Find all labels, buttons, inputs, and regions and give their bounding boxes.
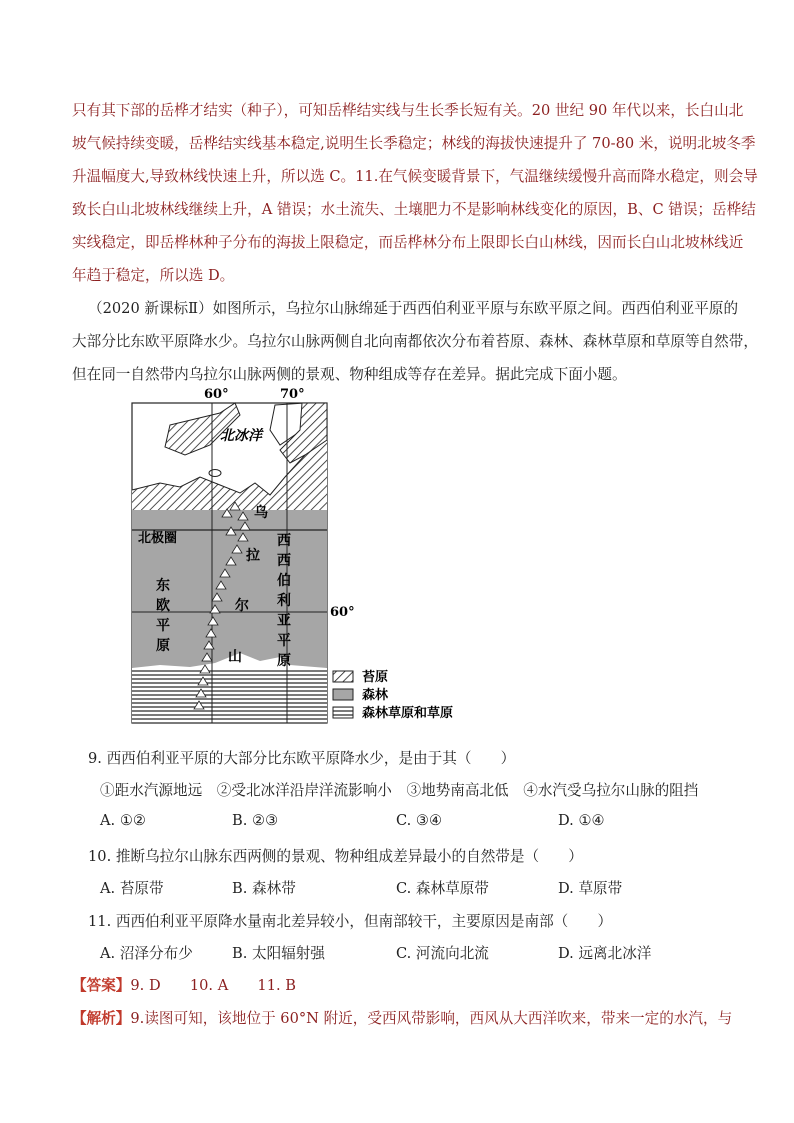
text-line: 升温幅度大,导致林线快速上升，所以选 C。11.在气候变暖背景下，气温继续缓慢升高而降水稳定，则会导 — [72, 168, 758, 185]
legend-forest-label: 森林 — [362, 688, 389, 703]
answer-line — [72, 974, 296, 995]
svg-text:平: 平 — [277, 633, 291, 649]
svg-text:原: 原 — [156, 638, 170, 654]
text-line: 大部分比东欧平原降水少。乌拉尔山脉两侧自北向南都依次分布着苔原、森林、森林草原和草原等自然带， — [72, 333, 758, 350]
ural-map — [130, 385, 490, 730]
lon-70-label: 70° — [280, 387, 305, 402]
answer-tag: 【答案】 — [72, 977, 131, 994]
svg-text:原: 原 — [277, 653, 291, 669]
question-intro-paragraph — [72, 292, 758, 391]
map-legend — [333, 669, 453, 721]
option-a[interactable]: A. 苔原带 — [100, 880, 164, 897]
ural-map-figure — [130, 385, 490, 730]
arctic-circle-label: 北极圈 — [138, 531, 178, 546]
question-9-stem: 9. 西西伯利亚平原的大部分比东欧平原降水少，是由于其（ ） — [88, 750, 516, 767]
text-line: 年趋于稳定，所以选 D。 — [72, 267, 235, 284]
text-line: 但在同一自然带内乌拉尔山脉两侧的景观、物种组成等存在差异。据此完成下面小题。 — [72, 366, 627, 383]
svg-text:西: 西 — [277, 533, 291, 549]
legend-tundra-swatch — [333, 671, 353, 682]
analysis-line — [72, 1007, 732, 1028]
svg-text:东: 东 — [156, 578, 170, 594]
svg-text:山: 山 — [228, 649, 242, 665]
lat-60-label: 60° — [330, 605, 355, 620]
arctic-ocean-label: 北冰洋 — [220, 428, 262, 444]
option-d[interactable]: D. 草原带 — [558, 880, 623, 897]
svg-text:尔: 尔 — [235, 598, 249, 614]
text-line: 坡气候持续变暖，岳桦结实线基本稳定,说明生长季稳定；林线的海拔快速提升了 70-80 米，说明北坡冬季 — [72, 135, 756, 152]
prior-analysis-paragraph — [72, 94, 758, 292]
legend-tundra-label: 苔原 — [362, 670, 389, 685]
small-island — [209, 470, 221, 477]
text-line: 只有其下部的岳桦才结实（种子），可知岳桦结实线与生长季长短有关。20 世纪 90 年代以来，长白山北 — [72, 102, 744, 119]
legend-steppe-label: 森林草原和草原 — [362, 706, 454, 721]
analysis-text: 9.读图可知，该地位于 60°N 附近，受西风带影响，西风从大西洋吹来，带来一定的水汽，与 — [130, 1010, 733, 1027]
text-line: 致长白山北坡林线继续上升，A 错误；水土流失、土壤肥力不是影响林线变化的原因，B、C 错误；岳桦结 — [72, 201, 756, 218]
option-c[interactable]: C. ③④ — [396, 812, 443, 829]
legend-forest-swatch — [333, 689, 353, 700]
option-a[interactable]: A. 沼泽分布少 — [100, 945, 193, 962]
svg-text:拉: 拉 — [246, 548, 260, 564]
legend-steppe-swatch — [333, 707, 353, 718]
option-b[interactable]: B. 太阳辐射强 — [232, 945, 325, 962]
option-c[interactable]: C. 河流向北流 — [396, 945, 489, 962]
west-siberia-label — [277, 533, 291, 669]
lon-60-label: 60° — [204, 387, 229, 402]
svg-text:欧: 欧 — [156, 598, 170, 614]
analysis-tag: 【解析】 — [72, 1010, 131, 1027]
svg-text:利: 利 — [277, 593, 291, 609]
svg-text:平: 平 — [156, 618, 170, 634]
steppe-zone — [132, 668, 327, 723]
svg-text:亚: 亚 — [277, 613, 291, 629]
option-d[interactable]: D. ①④ — [558, 812, 605, 829]
text-line: 实线稳定，即岳桦林种子分布的海拔上限稳定，而岳桦林分布上限即长白山林线，因而长白山北坡林线近 — [72, 234, 744, 251]
question-11-stem: 11. 西西伯利亚平原降水量南北差异较小，但南部较干，主要原因是南部（ ） — [88, 913, 613, 930]
svg-text:伯: 伯 — [277, 573, 291, 589]
option-d[interactable]: D. 远离北冰洋 — [558, 945, 652, 962]
text-line: （2020 新课标Ⅱ）如图所示，乌拉尔山脉绵延于西西伯利亚平原与东欧平原之间。西西伯利亚平原的 — [88, 300, 739, 317]
option-a[interactable]: A. ①② — [100, 812, 146, 829]
svg-text:乌: 乌 — [254, 505, 268, 521]
option-b[interactable]: B. ②③ — [232, 812, 279, 829]
question-9-statements: ①距水汽源地远 ②受北冰洋沿岸洋流影响小 ③地势南高北低 ④水汽受乌拉尔山脉的阻挡 — [100, 782, 699, 799]
question-10-stem: 10. 推断乌拉尔山脉东西两侧的景观、物种组成差异最小的自然带是（ ） — [88, 848, 583, 865]
svg-text:西: 西 — [277, 553, 291, 569]
option-b[interactable]: B. 森林带 — [232, 880, 296, 897]
answer-text: 9. D 10. A 11. B — [130, 977, 296, 994]
option-c[interactable]: C. 森林草原带 — [396, 880, 489, 897]
